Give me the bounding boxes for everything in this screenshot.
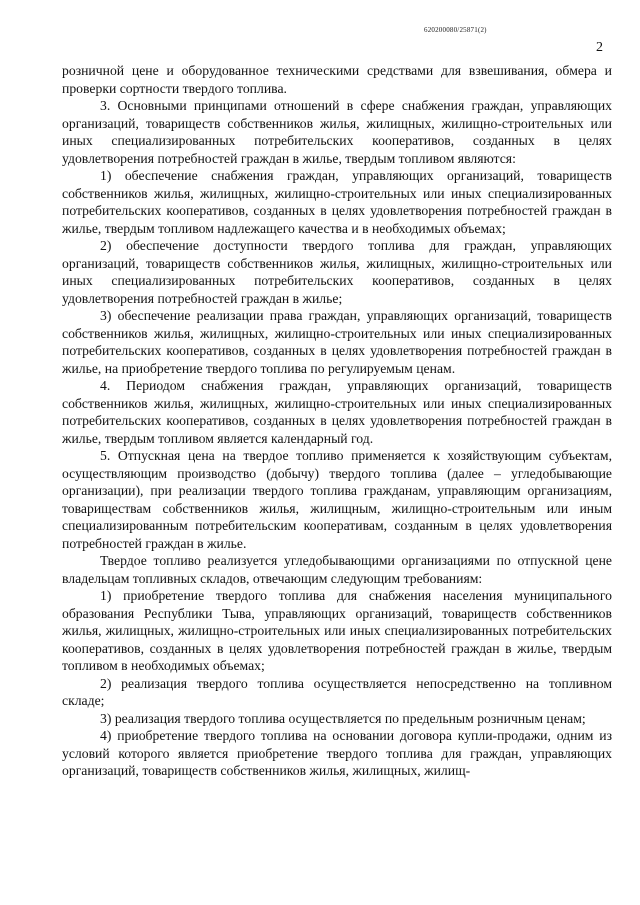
paragraph-subitem-1: 1) обеспечение снабжения граждан, управляющих организаций, товариществ собственников жилья, жилищных, жилищно-строительных или иных специализированных потребительских кооперативов, созданных в целях удовлетворения потребностей граждан в жилье, твердым топливом надлежащего качества и в необходимых объемах; xyxy=(62,168,612,236)
document-body xyxy=(62,62,612,780)
paragraph-fuel-sales: Твердое топливо реализуется угледобывающими организациями по отпускной цене владельцам топливных складов, отвечающим следующим требованиям: xyxy=(62,553,612,586)
paragraph-requirement-4: 4) приобретение твердого топлива на основании договора купли-продажи, одним из условий которого является приобретение твердого топлива для граждан, управляющих организаций, товариществ собственников жилья, жилищных, жилищ- xyxy=(62,728,612,778)
paragraph-requirement-3: 3) реализация твердого топлива осуществляется по предельным розничным ценам; xyxy=(100,710,586,726)
paragraph-item-5: 5. Отпускная цена на твердое топливо применяется к хозяйствующим субъектам, осуществляющим производство (добычу) твердого топлива (далее – угледобывающие организации), при реализации твердого топлива гражданам, управляющим организациям, товариществам собственников жилья, жилищным, жилищно-строительным или иным специализированным потребительским кооперативам, созданным в целях удовлетворения потребностей граждан в жилье. xyxy=(62,448,612,551)
paragraph-subitem-2: 2) обеспечение доступности твердого топлива для граждан, управляющих организаций, товариществ собственников жилья, жилищных, жилищно-строительных или иных специализированных потребительских кооперативов, созданных в целях удовлетворения потребностей граждан в жилье; xyxy=(62,238,612,306)
paragraph-requirement-1: 1) приобретение твердого топлива для снабжения населения муниципального образования Республики Тыва, управляющих организаций, товариществ собственников жилья, жилищных, жилищно-строительных или иных специализированных потребительских кооперативов, созданных в целях удовлетворения потребностей граждан в жилье, твердым топливом в необходимых объемах; xyxy=(62,588,612,673)
page-number: 2 xyxy=(596,40,603,55)
paragraph-continuation: розничной цене и оборудованное техническими средствами для взвешивания, обмера и проверки сортности твердого топлива. xyxy=(62,63,612,96)
paragraph-item-4: 4. Периодом снабжения граждан, управляющих организаций, товариществ собственников жилья, жилищных, жилищно-строительных или иных специализированных потребительских кооперативов, созданных в целях удовлетворения потребностей граждан в жилье, твердым топливом является календарный год. xyxy=(62,378,612,446)
paragraph-item-3: 3. Основными принципами отношений в сфере снабжения граждан, управляющих организаций, товариществ собственников жилья, жилищных, жилищно-строительных или иных специализированных потребительских кооперативов, созданных в целях удовлетворения потребностей граждан в жилье, твердым топливом являются: xyxy=(62,98,612,166)
paragraph-subitem-3: 3) обеспечение реализации права граждан, управляющих организаций, товариществ собственников жилья, жилищных, жилищно-строительных или иных специализированных потребительских кооперативов, созданных в целях удовлетворения потребностей граждан в жилье, на приобретение твердого топлива по регулируемым ценам. xyxy=(62,308,612,376)
document-id: 620200080/25871(2) xyxy=(424,26,487,34)
paragraph-requirement-2: 2) реализация твердого топлива осуществляется непосредственно на топливном складе; xyxy=(62,675,612,708)
